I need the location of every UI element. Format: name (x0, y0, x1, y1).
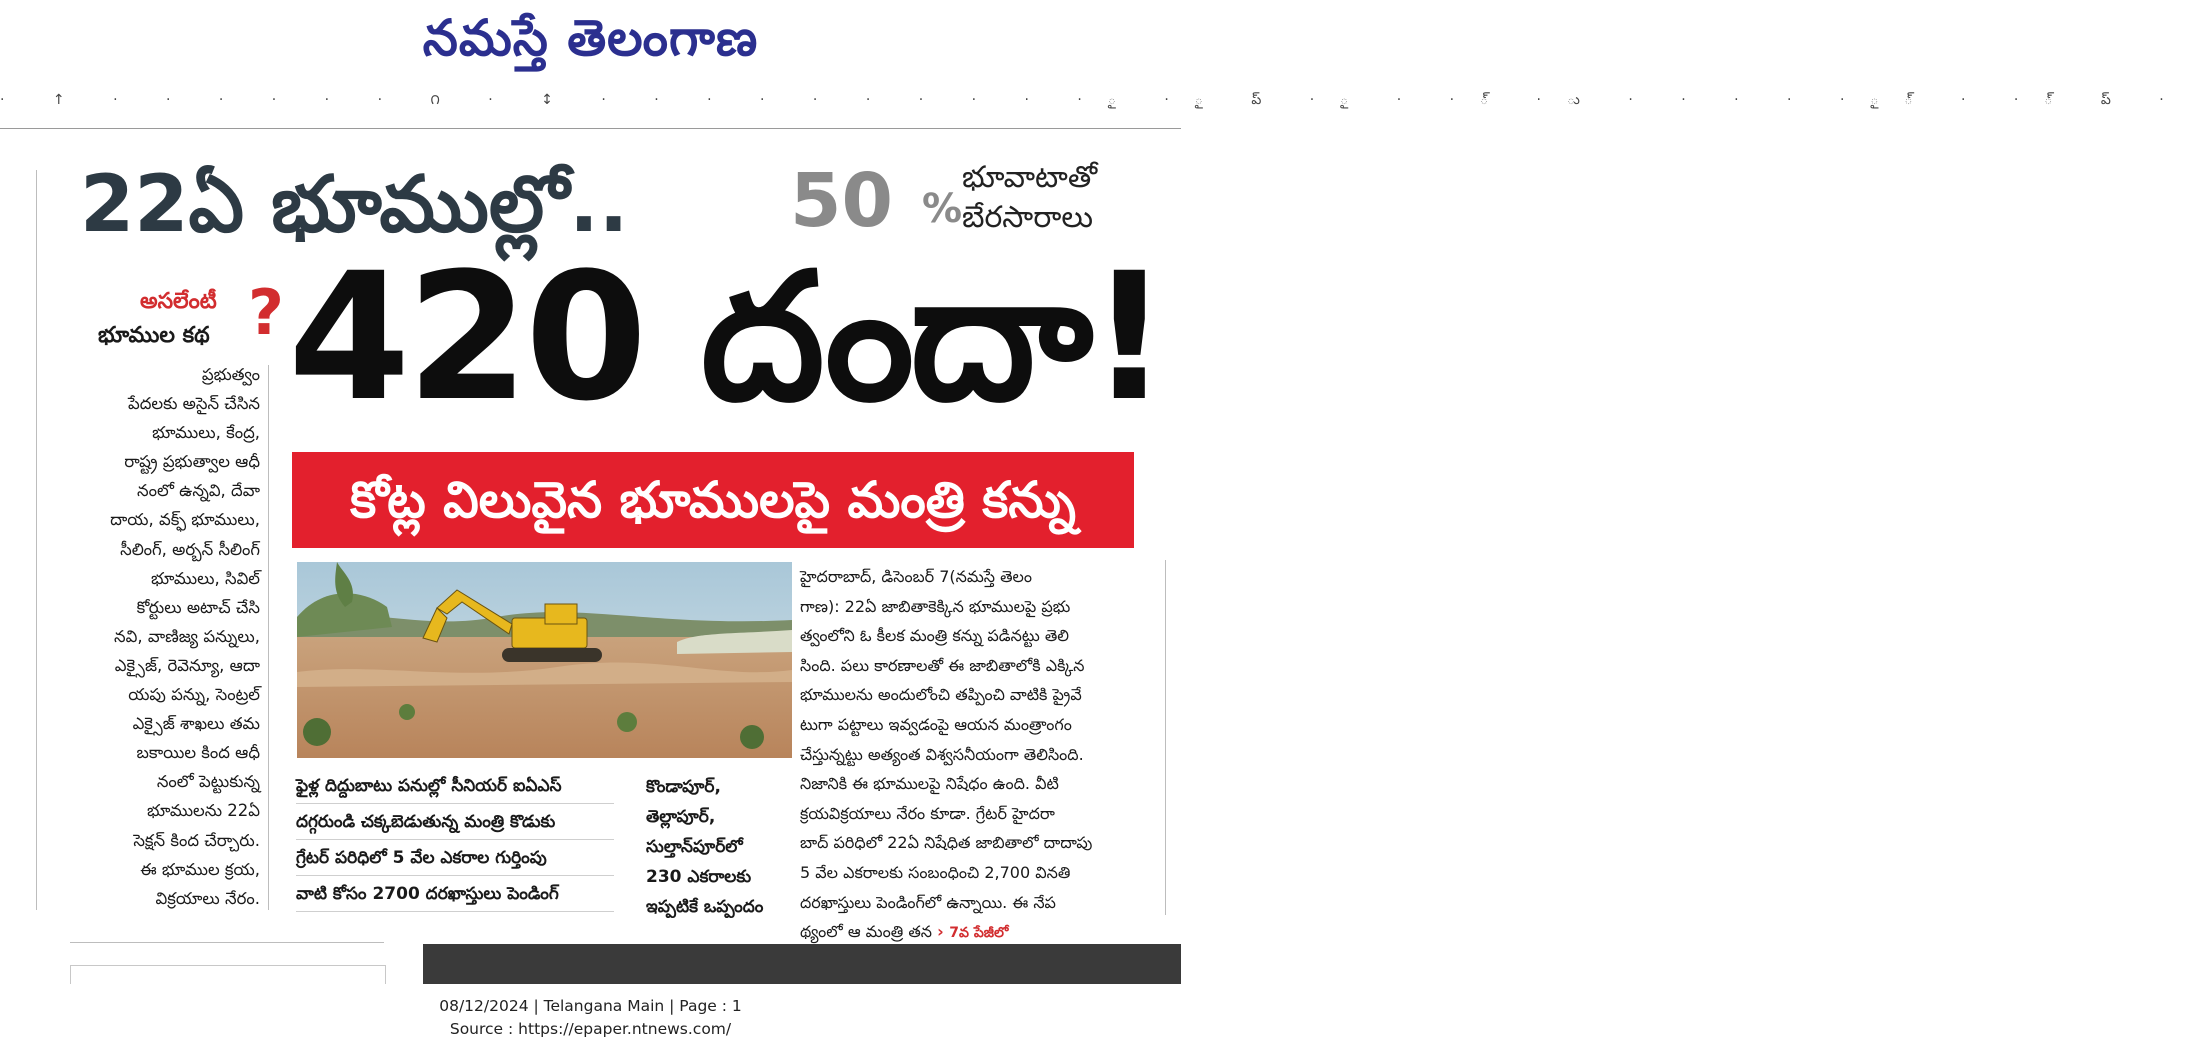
footer-edition-line: 08/12/2024 | Telangana Main | Page : 1 (439, 997, 742, 1015)
story-line: క్రయవిక్రయాలు నేరం కూడా. గ్రేటర్ హైదరా (800, 803, 1055, 823)
masthead-cut-strip: · ↑ · · · · · · ౧ · ↕ · · · · · · · · · · ౖ · ౖ ప్ · ౖ · · ్ · ు · · · · · ౖ ్ · · ్ ప్ · (0, 92, 2186, 108)
story-body (800, 562, 1156, 949)
sidebar-line: నవి, వాణిజ్య పన్నులు, (114, 626, 260, 646)
highlight-line: 230 ఎకరాలకు (646, 867, 752, 887)
highlights-left (296, 770, 614, 914)
story-line: చేస్తున్నట్టు అత్యంత విశ్వసనీయంగా తెలిసింది. (800, 744, 1084, 764)
story-line: టుగా పట్టాలు ఇవ్వడంపై ఆయన మంత్రాంగం (800, 714, 1072, 734)
highlights-right (646, 772, 796, 922)
story-line: భూములను అందులోంచి తప్పించి వాటికి ప్రైవే (800, 685, 1082, 705)
sidebar-line: నంలో ఉన్నవి, దేవా (137, 481, 260, 501)
story-line: దరఖాస్తులు పెండింగ్‌లో ఉన్నాయి. ఈ నేప (800, 892, 1056, 912)
story-line: నిజానికి ఈ భూములపై నిషేధం ఉంది. వీటి (800, 774, 1059, 794)
column-rule (1165, 560, 1166, 915)
story-line: త్వంలోని ఓ కీలక మంత్రి కన్ను పడినట్టు తెలి (800, 626, 1070, 646)
story-line: సింది. పలు కారణాలతో ఈ జాబితాలోకి ఎక్కిన (800, 655, 1085, 675)
chevron-right-icon: › (937, 922, 950, 942)
sidebar-line: యపు పన్ను, సెంట్రల్ (128, 685, 260, 705)
headline-kicker: 22ఏ భూముల్లో.. (80, 160, 629, 250)
continued-jump-link[interactable]: 7వ పేజీలో (949, 925, 1009, 942)
excavator-photo (297, 562, 792, 758)
sidebar-line: సీలింగ్, అర్బన్ సీలింగ్ (120, 539, 260, 559)
sidebar-title: భూముల కథ (98, 323, 210, 348)
sidebar-body (90, 360, 260, 913)
sidebar-line: భూములు, సివిల్ (151, 568, 260, 588)
highlight-item: దగ్గరుండి చక్కబెడుతున్న మంత్రి కొడుకు (296, 806, 614, 840)
main-headline: 420 దందా! (288, 235, 1166, 440)
stat-number: 50 (790, 158, 893, 244)
highlight-line: సుల్తాన్‌పూర్‌లో (646, 837, 743, 857)
sidebar-line: రాష్ట్ర ప్రభుత్వాల ఆధీ (124, 452, 260, 472)
stat-caption-line: బేరసారాలు (962, 200, 1093, 235)
sidebar-line: పేదలకు అసైన్ చేసిన (128, 394, 260, 414)
question-mark-icon: ? (248, 276, 284, 349)
story-line: బాద్ పరిధిలో 22ఏ నిషేధిత జాబితాలో దాదాపు (800, 833, 1093, 853)
column-rule (268, 365, 269, 910)
highlight-line: ఇప్పటికే ఒప్పందం (646, 897, 764, 917)
story-line-text: థ్యంలో ఆ మంత్రి తన (800, 922, 938, 942)
sidebar-line: ఎక్సైజ్, రెవెన్యూ, ఆదా (114, 655, 260, 675)
highlight-item: వాటి కోసం 2700 దరఖాస్తులు పెండింగ్ (296, 878, 614, 912)
story-line: హైదరాబాద్, డిసెంబర్ 7(నమస్తే తెలం (800, 567, 1032, 586)
sidebar-line: ఈ భూముల క్రయ, (140, 859, 260, 879)
stat-unit: % (922, 186, 963, 232)
footer-source-line: Source : https://epaper.ntnews.com/ (449, 1020, 732, 1038)
newspaper-logo: నమస్తే తెలంగాణ (422, 8, 759, 67)
sidebar-line: ప్రభుత్వం (201, 365, 260, 384)
highlight-item: గ్రేటర్ పరిధిలో 5 వేల ఎకరాల గుర్తింపు (296, 842, 614, 876)
next-story-box (70, 965, 386, 984)
story-line: గాణ): 22ఏ జాబితాకెక్కిన భూములపై ప్రభు (800, 596, 1071, 616)
sidebar-line: విక్రయాలు నేరం. (155, 888, 260, 908)
next-story-banner (423, 944, 1181, 984)
sidebar-line: సెక్షన్ కింద చేర్చారు. (133, 830, 260, 850)
sidebar-line: భూములు, కేంద్ర, (152, 423, 260, 443)
sidebar-line: బకాయిల కింద ఆధీ (136, 743, 260, 763)
sidebar-line: ఎక్సైజ్ శాఖలు తమ (132, 714, 260, 734)
highlight-line: కొండాపూర్, (646, 777, 721, 797)
sidebar-title: అసలేంటీ (140, 289, 217, 314)
sidebar-line: దాయ, వక్ఫ్ భూములు, (110, 510, 260, 530)
subhead-text: కోట్ల విలువైన భూములపై మంత్రి కన్ను (350, 471, 1076, 529)
divider (70, 942, 384, 943)
sidebar-line: నంలో పెట్టుకున్న (156, 772, 260, 792)
highlight-line: తెల్లాపూర్, (646, 807, 716, 827)
stat-caption-line: భూవాటాతో (962, 160, 1098, 195)
column-rule (36, 170, 37, 910)
story-line: 5 వేల ఎకరాలకు సంబంధించి 2,700 వినతి (800, 862, 1071, 882)
sidebar-line: భూములను 22ఏ (146, 801, 260, 821)
highlight-item: ఫైళ్ల దిద్దుబాటు పనుల్లో సీనియర్ ఐఏఎస్ (296, 770, 614, 804)
sidebar-line: కోర్టులు అటాచ్ చేసి (136, 597, 260, 617)
excavator-photo-image (297, 562, 792, 758)
